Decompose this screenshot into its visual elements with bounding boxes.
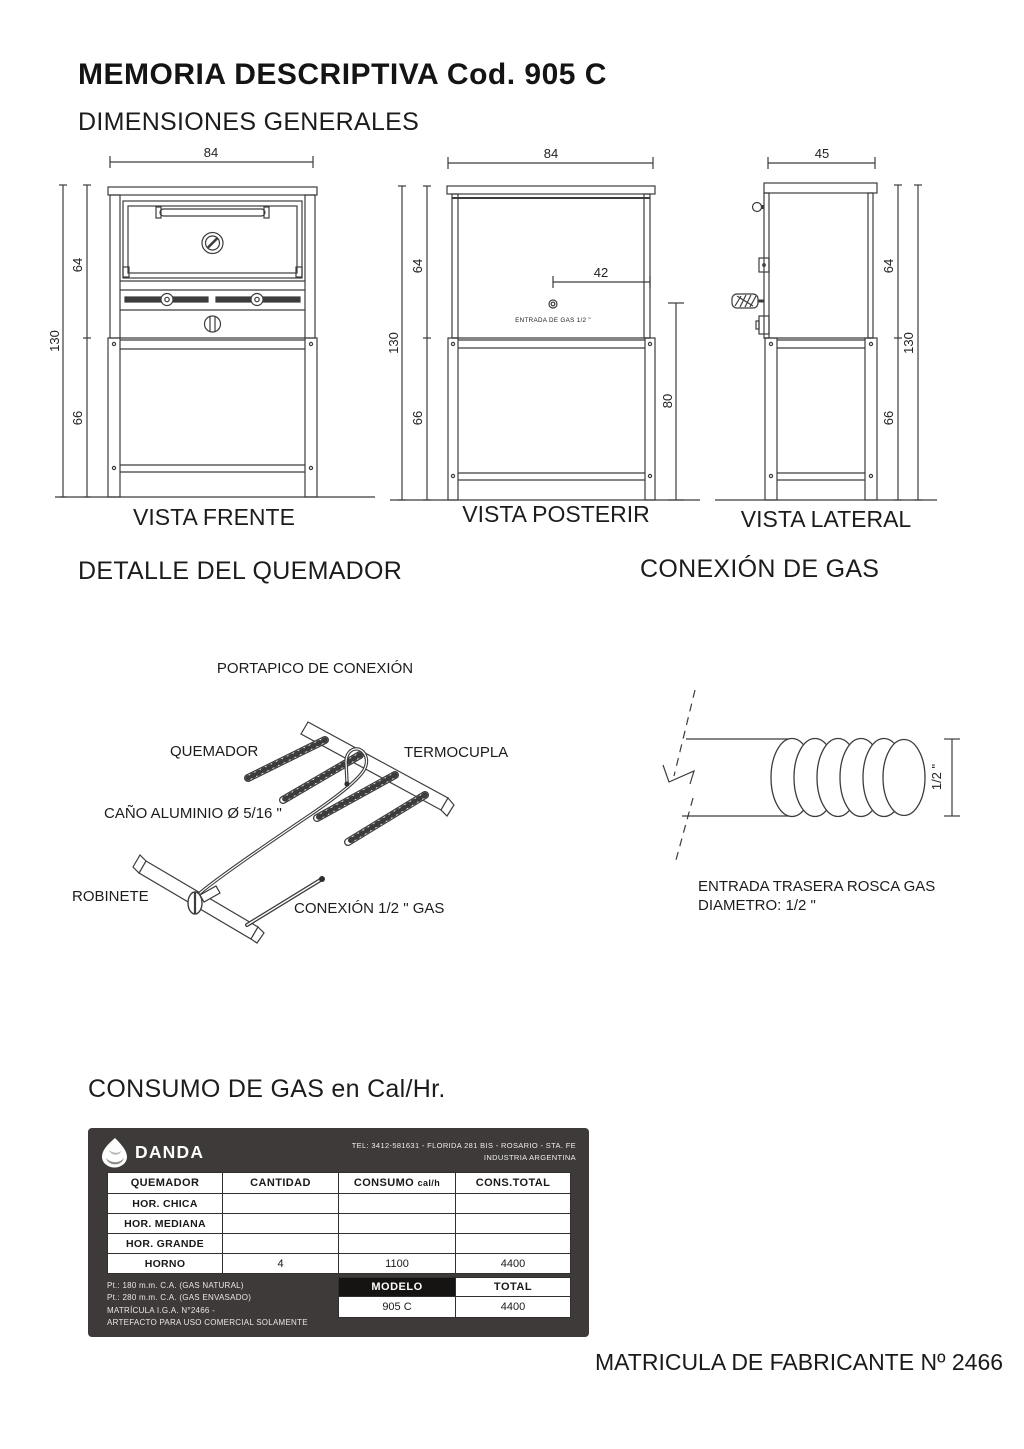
model-value-cell: 905 C — [339, 1297, 456, 1318]
col-header-cantidad: CANTIDAD — [223, 1173, 339, 1194]
label-conexion-gas: CONEXIÓN 1/2 " GAS — [294, 900, 445, 917]
gas-entry-label: ENTRADA DE GAS 1/2 " — [515, 317, 591, 324]
note-line: ARTEFACTO PARA USO COMERCIAL SOLAMENTE — [107, 1318, 308, 1328]
table-row — [108, 1214, 571, 1234]
dim-posterior-top-height: 64 — [410, 258, 425, 274]
manufacturer-registration: MATRICULA DE FABRICANTE Nº 2466 — [595, 1349, 1004, 1375]
dim-front-bottom-height: 66 — [70, 410, 85, 426]
contact-line-2: INDUSTRIA ARGENTINA — [483, 1153, 576, 1162]
posterior-view-drawing — [385, 148, 710, 538]
brand-logo — [100, 1137, 204, 1168]
dim-gas-diameter: 1/2 " — [929, 763, 944, 791]
note-line: MATRÍCULA I.G.A. N°2466 - — [107, 1305, 215, 1315]
row-total: 4400 — [456, 1254, 571, 1274]
model-header-cell: MODELO — [339, 1278, 456, 1297]
dim-front-width: 84 — [203, 148, 219, 160]
col-header-consumo-unit: cal/h — [417, 1178, 441, 1188]
contact-line-1: TEL: 3412-581631 - FLORIDA 281 BIS - ROSARIO - STA. FE — [351, 1141, 576, 1150]
row-consumption: 1100 — [339, 1254, 456, 1274]
dim-posterior-total-height: 130 — [386, 332, 401, 354]
dim-lateral-bottom-height: 66 — [881, 410, 896, 426]
label-diametro: DIAMETRO: 1/2 " — [698, 897, 816, 914]
col-header-consumo: CONSUMO cal/h — [339, 1173, 456, 1194]
consumption-panel — [88, 1128, 589, 1337]
dim-front-top-height: 64 — [70, 257, 85, 273]
label-cano-aluminio: CAÑO ALUMINIO Ø 5/16 " — [104, 805, 282, 822]
dim-posterior-width: 84 — [543, 148, 559, 161]
consumption-table — [107, 1172, 571, 1274]
table-notes — [107, 1280, 308, 1330]
row-consumption — [339, 1194, 456, 1214]
table-header-row — [108, 1173, 571, 1194]
dim-posterior-bottom-height: 66 — [410, 410, 425, 426]
total-header-cell: TOTAL — [456, 1278, 571, 1297]
danda-drop-icon — [100, 1137, 129, 1168]
section-heading-gas-connection: CONEXIÓN DE GAS — [640, 555, 880, 583]
page-title: MEMORIA DESCRIPTIVA Cod. 905 C — [78, 58, 607, 91]
table-row — [108, 1194, 571, 1214]
caption-lateral-view: VISTA LATERAL — [740, 506, 912, 532]
contact-info — [352, 1140, 576, 1164]
row-total — [456, 1214, 571, 1234]
gas-connection-drawing — [650, 670, 1010, 900]
row-consumption — [339, 1214, 456, 1234]
row-label: HORNO — [108, 1254, 223, 1274]
section-heading-burner-detail: DETALLE DEL QUEMADOR — [78, 557, 403, 585]
dim-posterior-gas-height: 80 — [660, 393, 675, 409]
label-robinete: ROBINETE — [72, 888, 149, 905]
row-qty: 4 — [223, 1254, 339, 1274]
dim-lateral-top-height: 64 — [881, 258, 896, 274]
row-label: HOR. MEDIANA — [108, 1214, 223, 1234]
label-quemador: QUEMADOR — [170, 743, 259, 760]
label-portapico: PORTAPICO DE CONEXIÓN — [216, 660, 414, 677]
total-value-cell: 4400 — [456, 1297, 571, 1318]
table-row — [108, 1234, 571, 1254]
dim-lateral-depth: 45 — [814, 148, 830, 161]
front-view-drawing — [38, 148, 380, 538]
section-heading-consumption: CONSUMO DE GAS en Cal/Hr. — [88, 1075, 446, 1103]
row-total — [456, 1234, 571, 1254]
row-qty — [223, 1194, 339, 1214]
col-header-cons-total: CONS.TOTAL — [456, 1173, 571, 1194]
row-total — [456, 1194, 571, 1214]
brand-name: DANDA — [135, 1142, 205, 1162]
note-line: Pt.: 180 m.m. C.A. (GAS NATURAL) — [107, 1281, 244, 1290]
row-label: HOR. CHICA — [108, 1194, 223, 1214]
caption-posterior-view: VISTA POSTERIR — [462, 501, 650, 527]
caption-front-view: VISTA FRENTE — [133, 504, 295, 530]
row-qty — [223, 1234, 339, 1254]
row-label: HOR. GRANDE — [108, 1234, 223, 1254]
label-termocupla: TERMOCUPLA — [404, 744, 509, 761]
col-header-quemador: QUEMADOR — [108, 1173, 223, 1194]
dim-lateral-total-height: 130 — [901, 332, 916, 354]
model-total-table — [338, 1277, 571, 1318]
dim-front-total-height: 130 — [47, 330, 62, 352]
label-entrada-trasera: ENTRADA TRASERA ROSCA GAS — [698, 878, 936, 895]
section-heading-dimensions: DIMENSIONES GENERALES — [78, 108, 420, 136]
lateral-view-drawing — [715, 148, 940, 538]
row-qty — [223, 1214, 339, 1234]
row-consumption — [339, 1234, 456, 1254]
dim-posterior-gas-offset: 42 — [593, 265, 609, 280]
table-row — [108, 1254, 571, 1274]
note-line: Pt.: 280 m.m. C.A. (GAS ENVASADO) — [107, 1293, 252, 1303]
